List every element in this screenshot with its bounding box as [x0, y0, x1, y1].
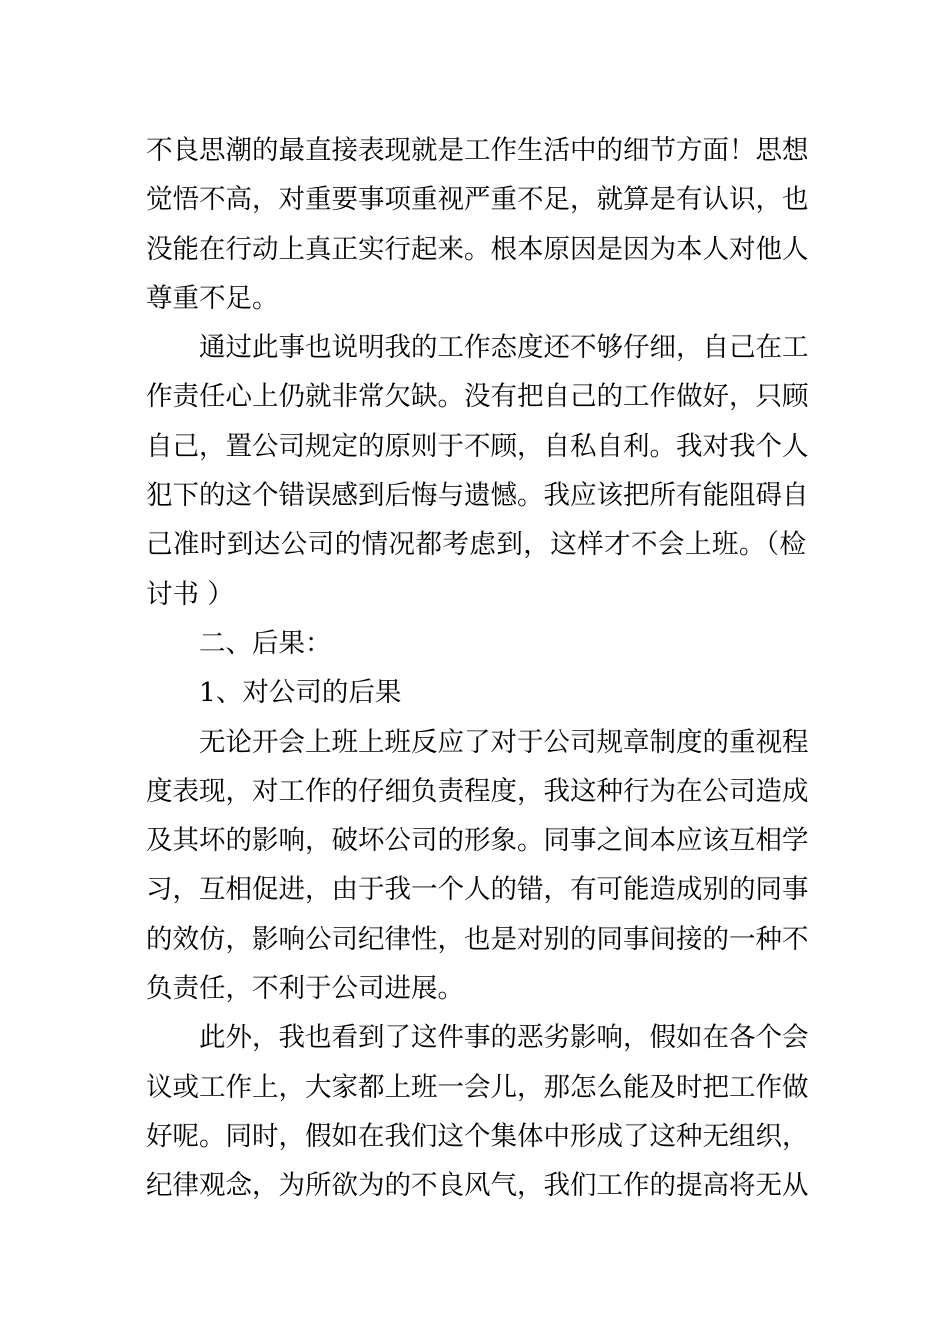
text-line: 没能在行动上真正实行起来。根本原因是因为本人对他人 [146, 233, 809, 265]
text-line: 负责任，不利于公司进展。 [146, 973, 464, 1005]
paragraph [146, 323, 809, 619]
text-line: 二、后果： [199, 627, 332, 659]
text-line: 好呢。同时，假如在我们这个集体中形成了这种无组织， [146, 1120, 809, 1152]
text-line: 纪律观念，为所欲为的不良风气，我们工作的提高将无从 [146, 1170, 809, 1202]
text-line: 犯下的这个错误感到后悔与遗憾。我应该把所有能阻碍自 [146, 480, 809, 512]
paragraph [146, 1013, 809, 1210]
paragraph [146, 126, 809, 323]
text-line: 1、对公司的后果 [199, 677, 402, 709]
text-line: 议或工作上，大家都上班一会儿，那怎么能及时把工作做 [146, 1071, 809, 1103]
text-line: 尊重不足。 [146, 282, 279, 314]
text-line: 习，互相促进，由于我一个人的错，有可能造成别的同事 [146, 874, 809, 906]
text-line: 自己，置公司规定的原则于不顾，自私自利。我对我个人 [146, 430, 809, 462]
paragraph [146, 718, 809, 1014]
text-line: 的效仿，影响公司纪律性，也是对别的同事间接的一种不 [146, 923, 809, 955]
text-line: 及其坏的影响，破坏公司的形象。同事之间本应该互相学 [146, 825, 809, 857]
text-line: 通过此事也说明我的工作态度还不够仔细，自己在工 [199, 332, 809, 364]
text-line: 觉悟不高，对重要事项重视严重不足，就算是有认识，也 [146, 184, 809, 216]
text-line: 作责任心上仍就非常欠缺。没有把自己的工作做好，只顾 [146, 381, 809, 413]
text-line: 己准时到达公司的情况都考虑到，这样才不会上班。（检 [146, 529, 806, 561]
text-line: 度表现，对工作的仔细负责程度，我这种行为在公司造成 [146, 775, 809, 807]
document-body [146, 126, 809, 1211]
text-line: 无论开会上班上班反应了对于公司规章制度的重视程 [199, 726, 809, 758]
section-heading [146, 619, 806, 668]
subsection-heading [146, 668, 806, 717]
text-line: 不良思潮的最直接表现就是工作生活中的细节方面！思想 [146, 135, 809, 166]
text-line: 此外，我也看到了这件事的恶劣影响，假如在各个会 [199, 1022, 809, 1054]
text-line: 讨书 ） [146, 578, 234, 610]
